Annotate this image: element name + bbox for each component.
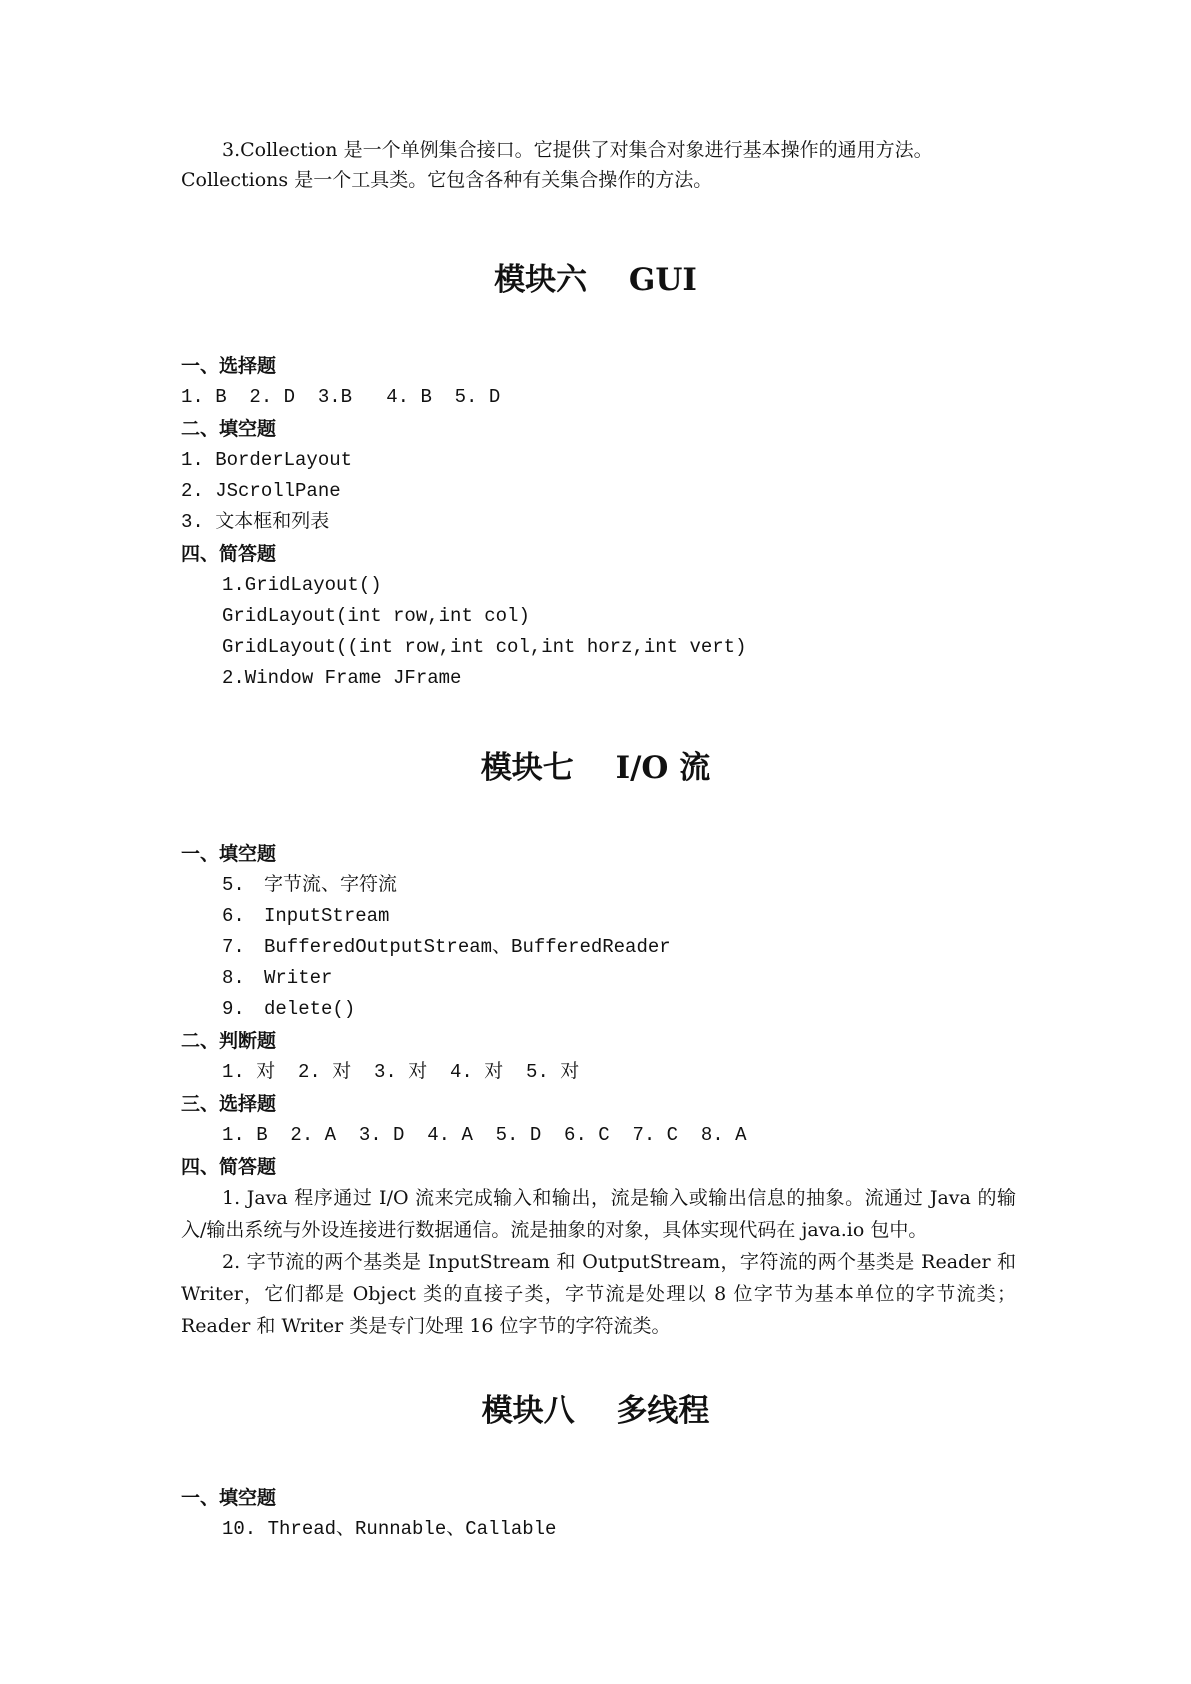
- mod7-section-judge: 二、判断题: [181, 1030, 277, 1052]
- mod6-section-choice: 一、选择题: [181, 355, 277, 377]
- module8-title: 模块八 多线程: [481, 1393, 710, 1429]
- mod5-answer3-line1: 3.Collection 是一个单例集合接口。它提供了对集合对象进行基本操作的通用方法。: [222, 139, 933, 161]
- mod6-short-3: GridLayout((int row,int col,int horz,int vert): [222, 636, 747, 658]
- mod6-short-4: 2.Window Frame JFrame: [222, 667, 462, 689]
- mod6-short-1: 1.GridLayout(): [222, 574, 382, 596]
- mod7-short-answer-2: 2. 字节流的两个基类是 InputStream 和 OutputStream，字符流的两个基类是 Reader 和 Writer，它们都是 Object 类的直接子类，字节流是处理以 8 位字节为基本单位的字节流类；Reader 和 Writer 类是专门处理 16 位字节的字符流类。: [181, 1251, 1016, 1337]
- mod6-fill-2: 2. JScrollPane: [181, 480, 341, 502]
- module6-title: 模块六 GUI: [494, 262, 697, 298]
- mod6-section-short: 四、简答题: [181, 543, 277, 565]
- mod8-section-fill: 一、填空题: [181, 1487, 277, 1509]
- mod5-answer3-line2: Collections 是一个工具类。它包含各种有关集合操作的方法。: [181, 169, 713, 191]
- mod7-fill-item: 7. BufferedOutputStream、BufferedReader: [222, 936, 671, 958]
- mod7-judge-answers: 1. 对 2. 对 3. 对 4. 对 5. 对: [222, 1061, 580, 1083]
- mod7-fill-item: 6. InputStream: [222, 905, 390, 927]
- mod7-section-short: 四、简答题: [181, 1156, 277, 1178]
- mod7-fill-item: 8. Writer: [222, 967, 333, 989]
- mod7-fill-item: 9. delete(): [222, 998, 356, 1020]
- mod6-fill-1: 1. BorderLayout: [181, 449, 353, 471]
- mod8-fill-10: 10. Thread、Runnable、Callable: [222, 1518, 557, 1540]
- mod6-choice-answers: 1. B 2. D 3.B 4. B 5. D: [181, 386, 501, 408]
- mod7-fill-item: 5. 字节流、字符流: [222, 874, 398, 896]
- mod7-choice-answers: 1. B 2. A 3. D 4. A 5. D 6. C 7. C 8. A: [222, 1124, 747, 1146]
- mod7-short-answer-1: 1. Java 程序通过 I/O 流来完成输入和输出，流是输入或输出信息的抽象。流通过 Java 的输入/输出系统与外设连接进行数据通信。流是抽象的对象，具体实现代码在 java.io 包中。: [181, 1187, 1016, 1241]
- mod7-section-choice: 三、选择题: [181, 1093, 277, 1115]
- mod6-section-fill: 二、填空题: [181, 418, 277, 440]
- mod6-short-2: GridLayout(int row,int col): [222, 605, 530, 627]
- mod7-section-fill: 一、填空题: [181, 843, 277, 865]
- module7-title: 模块七 I/O 流: [480, 750, 711, 786]
- mod6-fill-3: 3. 文本框和列表: [181, 511, 330, 533]
